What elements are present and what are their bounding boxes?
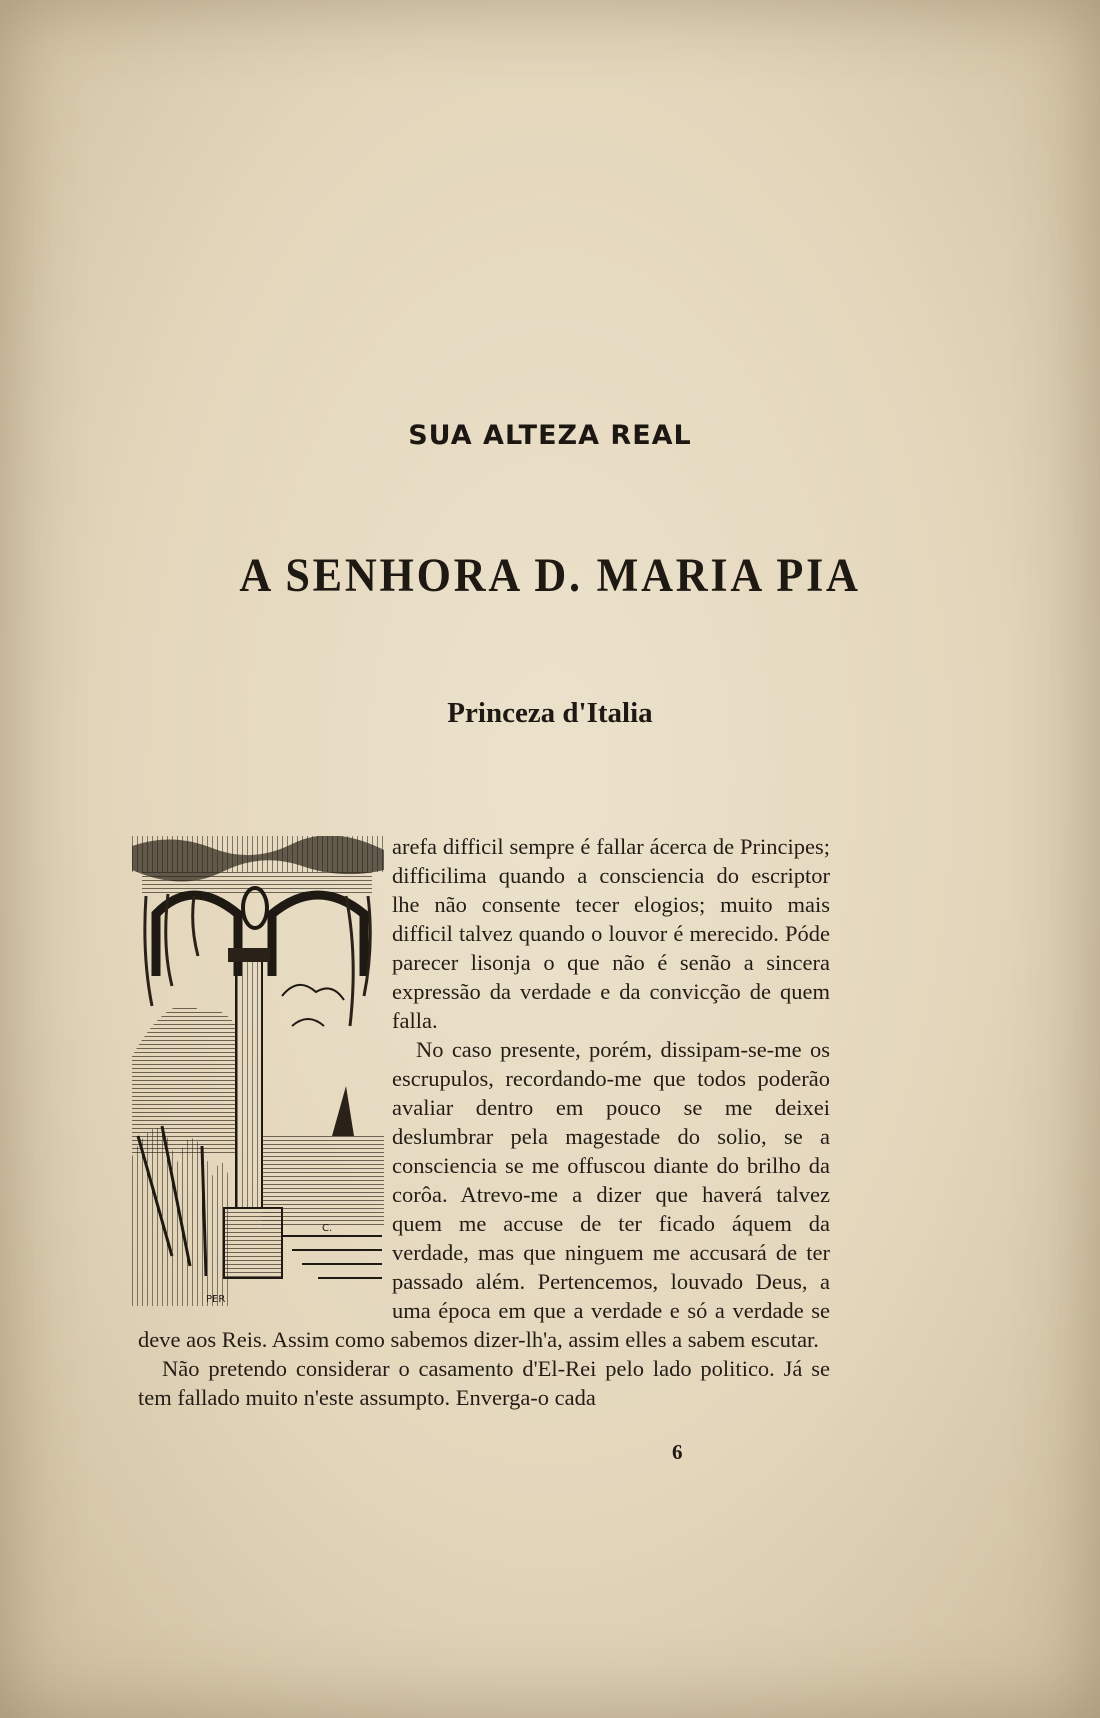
arch-landscape-engraving-icon xyxy=(132,836,384,1318)
article-subtitle: Princeza d'Italia xyxy=(447,697,653,729)
engraver-mark-left: PER xyxy=(206,1294,226,1305)
paragraph-3: Não pretendo considerar o casamento d'El-Rei pelo lado politico. Já se tem fallado muito n'este assumpto. Enverga-o cada xyxy=(138,1356,830,1410)
engraved-initial-illustration xyxy=(132,836,384,1318)
engraver-mark-right: C. xyxy=(322,1223,333,1234)
page-number: 6 xyxy=(672,1440,683,1464)
paragraph-2: No caso presente, porém, dissipam-se-me os escrupulos, recordando-me que todos poderão avaliar dentro em pouco se me deixei deslumbrar pela magestade do solio, se a consciencia se me offuscou diante do brilho da corôa. Atrevo-me a dizer que haverá talvez quem me accuse de ter ficado áquem da verdade, mas que ninguem me accusará de ter passado além. Pertencemos, louvado Deus, a uma época em que a verdade e só a verdade se deve aos Reis. Assim como sabemos dizer-lh'a, assim elles a sabem escutar. xyxy=(138,1037,830,1352)
paragraph-1: arefa difficil sempre é fallar ácerca de Principes; difficilima quando a consciencia do escriptor lhe não consente tecer elogios; muito mais difficil talvez quando o louvor é merecido. Póde parecer lisonja o que não é senão a sincera expressão da verdade e da convicção de quem falla. xyxy=(392,834,830,1033)
article-title: A SENHORA D. MARIA PIA xyxy=(239,549,861,602)
article-kicker: SUA ALTEZA REAL xyxy=(408,420,692,451)
article-body xyxy=(138,832,830,1412)
